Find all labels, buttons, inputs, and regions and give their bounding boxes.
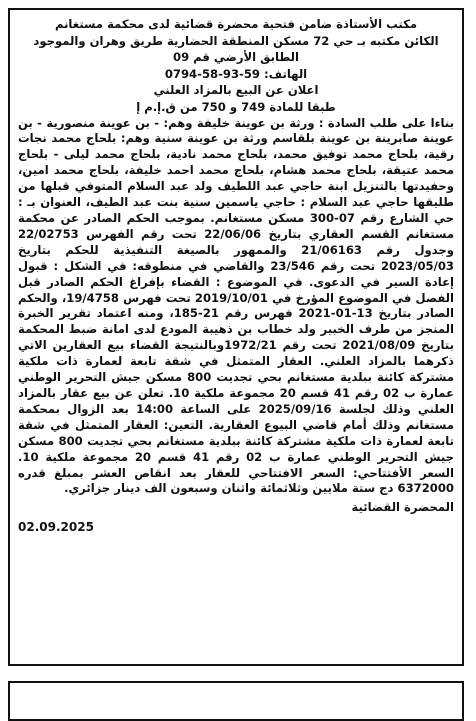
notice-body: بناءا على طلب السادة : ورثة بن عوينة خليفة وهم: - بن عوينة منصورية - بن عوينة صابرينة بن عوينة بلقاسم ورثة بن عوينة سنية وهم: بلحاج محمد نجات رقية، بلحاج محمد توفيق محمد، بلحاج محمد نادية، بلحاج محمد ليلى - بلحاج محمد عتيقة، بلحاج محمد هشام، بلحاج محمد احمد خليفة، بلحاج محمد امين، وحفيدتها بالتنزيل ابنة حاجي عبد اللطيف ولد عبد السلام المتوفي قبلها من طليقها حاجي عبد السلام : حاجي ياسمين سنية بنت عبد الطيف، العنوان بـ : حي الشارع رقم 07-300 مسكن مستغانم. بموجب الحكم الصادر عن محكمة مستغانم القسم العقاري بتاريخ 22/06/06 تحت رقم الفهرس 22/02753 وجدول رقم 21/06163 والممهور بالصيغة التنفيذية للحكم بتاريخ 2023/05/03 تحت رقم 23/546 والقاضي في منطوقه: في الشكل : قبول إعادة السير في الدعوى. في الموضوع : القضاء بإفراغ الحكم الصادر قبل الفصل في الموضوع المؤرخ في 2019/10/01 تحت فهرس 19/4758، والحكم الصادر بتاريخ 13-01-2021 فهرس رقم 21-185، ومنه اعتماد تقرير الخبرة المنجز من طرف الخبير ولد خطاب بن ذهيبة المودع لدى امانة ضبط المحكمة بتاريخ 2021/08/09 تحت رقم 1972/21وبالنتيجة القضاء بيع العقارين الاتي ذكرهما بالمزاد العلني. العقار المتمثل في شقة تابعة لعمارة ذات ملكية مشتركة كائنة ببلدية مستغانم بحي تجديت 800 مسكن جيش التحرير الوطني عمارة ب 02 رقم 41 قسم 20 مجموعة ملكية 10. تعلن عن بيع عقار بالمزاد العلني وذلك لجلسة 2025/09/16 على الساعة 14:00 بعد الزوال بمحكمة مستغانم وذلك أمام قاضي البيوع العقارية. التعين: العقار المتمثل في شقة تابعة لعمارة ذات ملكية مشتركة كائنة ببلدية مستغانم بحي تجديت 800 مسكن جيش التحرير الوطني عمارة ب 02 رقم 41 قسم 20 مجموعة ملكية 10. السعر الأفتتاحي: السعر الافتتاحي للعقار بعد انقاص العشر بمبلغ قدره 6372000 دج ستة ملايين وثلاثمائة واثنان وسبعون الف دينار جزائري. [18,115,455,496]
address-line: الكائن مكتبه بـ حي 72 مسكن المنطقة الحضارية طريق وهران والموجود الطابق الأرضي قم 09 [33,33,439,65]
notice-date: 02.09.2025 [18,520,94,535]
signature: المحضرة القضائية [351,500,454,515]
legal-reference: طبقا للمادة 749 و 750 من ق.إ.م إ [136,99,336,114]
legal-notice [8,8,464,666]
office-line: مكتب الأستاذة ضامن فتحية محضرة قضائية لدى محكمة مستغانم [54,17,418,31]
notice-header [18,16,454,116]
phone-line: الهاتف: 59-93-58-0794 [164,66,308,81]
notice-title: اعلان عن البيع بالمزاد العلني [153,83,319,98]
next-notice-frame [8,681,464,721]
